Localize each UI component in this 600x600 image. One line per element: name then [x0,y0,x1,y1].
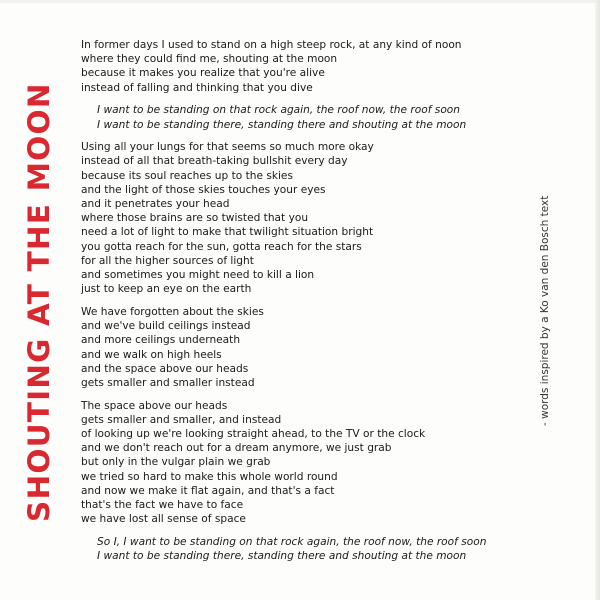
lyric-line: I want to be standing there, standing there and shouting at the moon [97,550,467,563]
lyric-line: gets smaller and smaller, and instead [81,413,282,426]
chorus-stanza [81,535,521,563]
song-title: SHOUTING AT THE MOON [22,82,56,522]
verse-stanza [81,305,521,390]
chorus-stanza [81,103,521,131]
lyric-line: because it makes you realize that you're alive [81,67,325,80]
lyric-line: where they could find me, shouting at the moon [81,53,338,66]
lyric-line: I want to be standing there, standing there and shouting at the moon [97,118,467,131]
lyric-line: but only in the vulgar plain we grab [81,456,271,469]
lyric-line: for all the higher sources of light [81,254,254,267]
page-top-edge [0,0,600,3]
lyric-line: instead of all that breath-taking bullshit every day [81,155,348,168]
lyrics-body [81,38,521,572]
lyric-line: you gotta reach for the sun, gotta reach for the stars [81,240,362,253]
lyric-line: In former days I used to stand on a high steep rock, at any kind of noon [81,39,462,51]
lyric-line: and we don't reach out for a dream anymore, we just grab [81,442,392,455]
lyric-line: Using all your lungs for that seems so much more okay [81,141,374,154]
lyric-line: and more ceilings underneath [81,334,241,347]
lyric-line: we tried so hard to make this whole world round [81,470,338,483]
lyric-line: and the light of those skies touches your eyes [81,183,326,196]
lyric-line: that's the fact we have to face [81,499,244,512]
lyric-line: of looking up we're looking straight ahead, to the TV or the clock [81,428,426,441]
lyric-line: because its soul reaches up to the skies [81,169,293,182]
verse-stanza [81,140,521,296]
credit-note: - words inspired by a Ko van den Bosch text [539,195,551,426]
verse-stanza [81,399,521,527]
lyric-line: we have lost all sense of space [81,513,246,526]
lyric-line: and we've build ceilings instead [81,320,251,333]
lyric-line: The space above our heads [81,399,228,412]
lyric-line: and now we make it flat again, and that's a fact [81,484,335,497]
verse-stanza [81,38,521,95]
lyric-line: So I, I want to be standing on that rock again, the roof now, the roof soon [97,536,487,548]
lyric-line: need a lot of light to make that twilight situation bright [81,226,374,239]
lyric-line: and it penetrates your head [81,198,230,211]
lyric-line: gets smaller and smaller instead [81,376,255,389]
lyric-line: and sometimes you might need to kill a lion [81,269,315,282]
lyric-line: I want to be standing on that rock again, the roof now, the roof soon [97,104,461,117]
lyric-line: instead of falling and thinking that you dive [81,81,313,94]
lyric-line: where those brains are so twisted that you [81,212,309,225]
lyric-line: and we walk on high heels [81,348,222,361]
lyric-line: We have forgotten about the skies [81,305,264,318]
page-right-edge [595,0,600,600]
lyric-line: and the space above our heads [81,362,249,375]
lyric-line: just to keep an eye on the earth [81,283,252,296]
